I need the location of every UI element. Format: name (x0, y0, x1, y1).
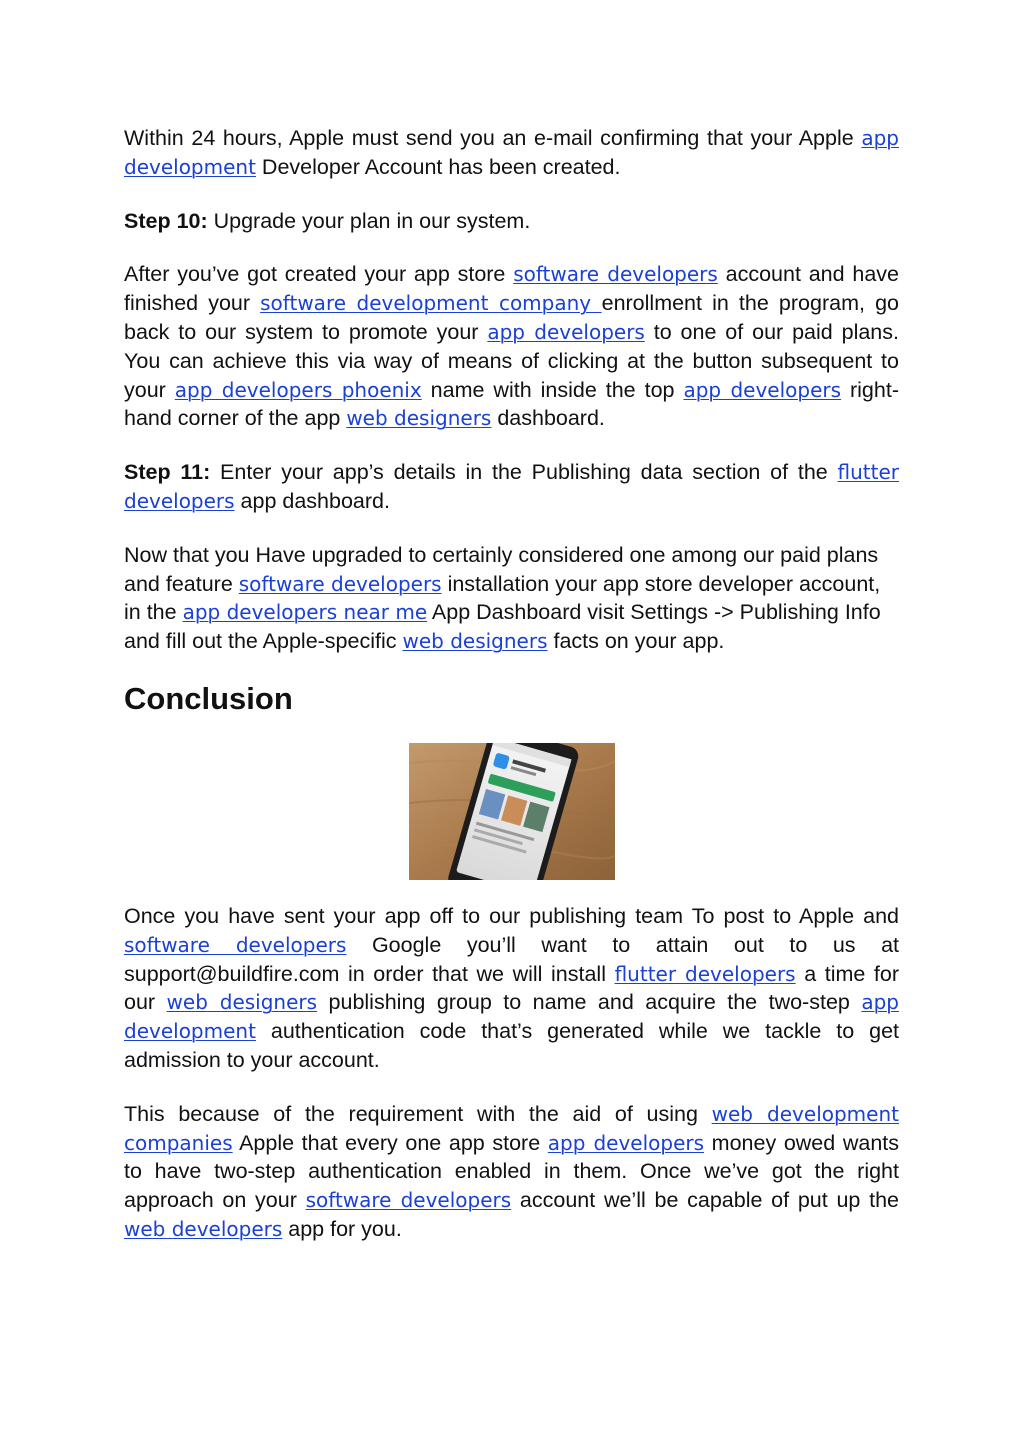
step-10-text: Upgrade your plan in our system. (207, 208, 531, 233)
link-app-developers-near-me[interactable]: app developers near me (182, 600, 428, 625)
text-run: publishing group to name and acquire the two-step (317, 990, 862, 1015)
link-software-developers[interactable]: software developers (513, 262, 718, 287)
link-app-development[interactable]: app development (124, 990, 899, 1044)
link-flutter-developers[interactable]: flutter developers (614, 961, 796, 986)
text-run: authentication code that’s generated while we tackle to get admission to your account. (124, 1019, 899, 1072)
conclusion-heading: Conclusion (124, 680, 293, 716)
link-software-developers[interactable]: software developers (238, 571, 442, 596)
link-app-developers[interactable]: app developers (683, 377, 842, 402)
document-page (124, 124, 899, 1269)
link-web-designers[interactable]: web designers (166, 990, 318, 1015)
paragraph-confirmation (124, 124, 899, 182)
link-app-developers-phoenix[interactable]: app developers phoenix (174, 377, 422, 402)
text-run: name with inside the top (421, 377, 684, 402)
text-run: installation your app store developer account, in the (124, 571, 881, 625)
text-run: a time for our (124, 961, 900, 1015)
link-software-developers[interactable]: software developers (305, 1188, 512, 1213)
step-11-text: Enter your app’s details in the Publishing data section of the (210, 460, 838, 485)
text-run: app dashboard. (234, 488, 390, 513)
text-run: App Dashboard visit Settings -> Publishing Info and fill out the Apple-specific (124, 600, 881, 654)
photo-container (124, 743, 899, 880)
text-run: Developer Account has been created. (255, 154, 621, 179)
step-10-label: Step 10: (124, 208, 208, 233)
link-web-designers[interactable]: web designers (346, 406, 492, 431)
text-run: to one of our paid plans. You can achieve this via way of means of clicking at the button subsequent to your (124, 319, 899, 402)
paragraph-step-11 (124, 458, 899, 516)
link-software-developers[interactable]: software developers (124, 932, 347, 957)
paragraph-step-10 (124, 207, 899, 236)
text-run: account and have finished your (124, 262, 899, 316)
text-run: dashboard. (491, 406, 605, 431)
link-software-development-company[interactable]: software development company (260, 291, 602, 316)
paragraph-upgrade-plan (124, 260, 899, 433)
text-run: facts on your app. (547, 629, 725, 654)
link-app-developers[interactable]: app developers (487, 319, 645, 344)
text-run: Apple that every one app store (232, 1130, 548, 1155)
link-web-developers[interactable]: web developers (124, 1216, 283, 1241)
text-run: Google you’ll want to attain out to us at support@buildfire.com in order that we will install (124, 932, 900, 986)
text-run: app for you. (282, 1216, 402, 1241)
text-run: Now that you Have upgraded to certainly considered one among our paid plans and feature (124, 542, 879, 596)
text-run: account we’ll be capable of put up the (511, 1188, 900, 1213)
paragraph-upgraded-plans (124, 541, 899, 656)
link-web-development-companies[interactable]: web development companies (124, 1101, 899, 1155)
step-11-label: Step 11: (124, 460, 211, 485)
text-run: enrollment in the program, go back to our system to promote your (124, 291, 899, 344)
text-run: After you’ve got created your app store (124, 262, 514, 287)
text-run: right-hand corner of the app (124, 377, 899, 431)
text-run: Within 24 hours, Apple must send you an e-mail confirming that your Apple (124, 126, 862, 150)
text-run: Once you have sent your app off to our publishing team To post to Apple and (124, 903, 899, 928)
link-flutter-developers[interactable]: flutter developers (124, 460, 900, 513)
link-app-development[interactable]: app development (124, 126, 899, 179)
link-app-developers[interactable]: app developers (547, 1130, 705, 1155)
phone-app-store-photo (409, 743, 615, 880)
link-web-designers[interactable]: web designers (402, 629, 548, 654)
text-run: This because of the requirement with the aid of using (124, 1101, 712, 1126)
paragraph-publishing-team (124, 902, 899, 1075)
paragraph-two-step-auth (124, 1100, 899, 1244)
text-run: money owed wants to have two-step authentication enabled in them. Once we’ve got the right approach on your (124, 1130, 900, 1213)
